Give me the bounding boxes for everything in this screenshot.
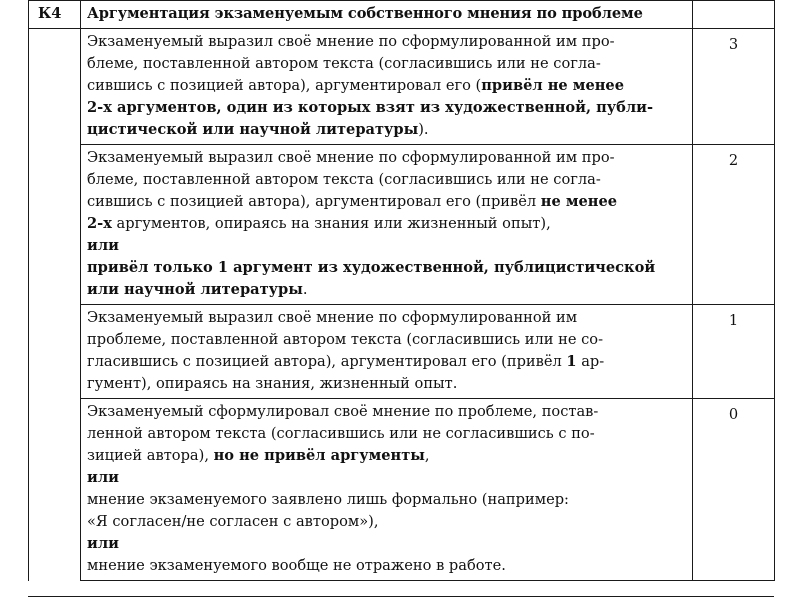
description-text: . xyxy=(302,281,308,298)
criteria-row-description xyxy=(81,29,693,145)
description-line xyxy=(87,467,686,489)
criteria-row-score: 0 xyxy=(693,399,775,581)
description-text: гласившись с позицией автора), аргументировал его (привёл xyxy=(87,353,567,370)
description-line xyxy=(87,31,686,53)
description-text: , xyxy=(424,447,430,464)
criteria-row-code-cell xyxy=(29,145,81,305)
description-line xyxy=(87,97,686,119)
criteria-row-code-cell xyxy=(29,399,81,581)
description-line xyxy=(87,235,686,257)
description-line xyxy=(87,351,686,373)
description-text: проблеме, поставленной автором текста (согласившись или не со- xyxy=(87,331,604,348)
description-text: блеме, поставленной автором текста (согласившись или не согла- xyxy=(87,55,601,72)
description-bold-text: 1 xyxy=(566,353,577,370)
description-line xyxy=(87,147,686,169)
description-text: сившись с позицией автора), аргументировал его (привёл xyxy=(87,193,541,210)
description-bold-text: или xyxy=(87,535,119,552)
description-text: мнение экзаменуемого вообще не отражено в работе. xyxy=(87,557,506,574)
description-bold-text: или научной литературы xyxy=(87,281,303,298)
description-bold-text: привёл не менее xyxy=(481,77,625,94)
description-bold-text: 2-х аргументов, один из которых взят из художественной, публи- xyxy=(87,99,654,116)
description-line xyxy=(87,213,686,235)
description-line xyxy=(87,445,686,467)
description-text: «Я согласен/не согласен с автором»), xyxy=(87,513,379,530)
description-text: мнение экзаменуемого заявлено лишь формально (например: xyxy=(87,491,569,508)
description-line xyxy=(87,119,686,141)
description-text: ленной автором текста (согласившись или не согласившись с по- xyxy=(87,425,595,442)
description-line xyxy=(87,279,686,301)
description-text: ар- xyxy=(576,353,605,370)
description-line xyxy=(87,191,686,213)
description-bold-text: или xyxy=(87,237,119,254)
description-line xyxy=(87,307,686,329)
description-text: блеме, поставленной автором текста (согласившись или не согла- xyxy=(87,171,601,188)
description-line xyxy=(87,329,686,351)
criteria-row xyxy=(29,305,775,399)
description-text: сившись с позицией автора), аргументировал его ( xyxy=(87,77,482,94)
criteria-row xyxy=(29,29,775,145)
table-bottom-rule xyxy=(28,596,774,597)
criteria-row xyxy=(29,399,775,581)
criteria-row xyxy=(29,145,775,305)
description-bold-text: 2-х xyxy=(87,215,112,232)
description-text: Экзаменуемый выразил своё мнение по сформулированной им xyxy=(87,309,578,326)
description-text: ). xyxy=(418,121,429,138)
description-line xyxy=(87,489,686,511)
description-line xyxy=(87,257,686,279)
description-text: Экзаменуемый выразил своё мнение по сформулированной им про- xyxy=(87,33,615,50)
description-text: гумент), опираясь на знания, жизненный опыт. xyxy=(87,375,458,392)
criteria-table xyxy=(28,0,775,581)
criteria-row-description xyxy=(81,399,693,581)
description-bold-text: не менее xyxy=(540,193,618,210)
description-bold-text: цистической или научной литературы xyxy=(87,121,419,138)
criteria-row-score: 3 xyxy=(693,29,775,145)
description-line xyxy=(87,373,686,395)
criteria-row-score: 2 xyxy=(693,145,775,305)
description-line xyxy=(87,401,686,423)
description-line xyxy=(87,53,686,75)
description-bold-text: или xyxy=(87,469,119,486)
description-line xyxy=(87,511,686,533)
criterion-code: К4 xyxy=(29,1,81,29)
criteria-row-score: 1 xyxy=(693,305,775,399)
description-line xyxy=(87,423,686,445)
criteria-table-body xyxy=(29,1,775,581)
description-text: Экзаменуемый сформулировал своё мнение по проблеме, постав- xyxy=(87,403,599,420)
description-text: зицией автора), xyxy=(87,447,214,464)
description-text: аргументов, опираясь на знания или жизненный опыт), xyxy=(111,215,551,232)
description-bold-text: но не привёл аргументы xyxy=(213,447,425,464)
criteria-row-code-cell xyxy=(29,305,81,399)
criterion-title: Аргументация экзаменуемым собственного мнения по проблеме xyxy=(81,1,693,29)
criterion-header-score-cell xyxy=(693,1,775,29)
description-line xyxy=(87,533,686,555)
criteria-row-description xyxy=(81,145,693,305)
description-text: Экзаменуемый выразил своё мнение по сформулированной им про- xyxy=(87,149,615,166)
description-line xyxy=(87,75,686,97)
criteria-header-row xyxy=(29,1,775,29)
criteria-row-description xyxy=(81,305,693,399)
criteria-row-code-cell xyxy=(29,29,81,145)
description-line xyxy=(87,555,686,577)
description-bold-text: привёл только 1 аргумент из художественной, публицистической xyxy=(87,259,656,276)
description-line xyxy=(87,169,686,191)
